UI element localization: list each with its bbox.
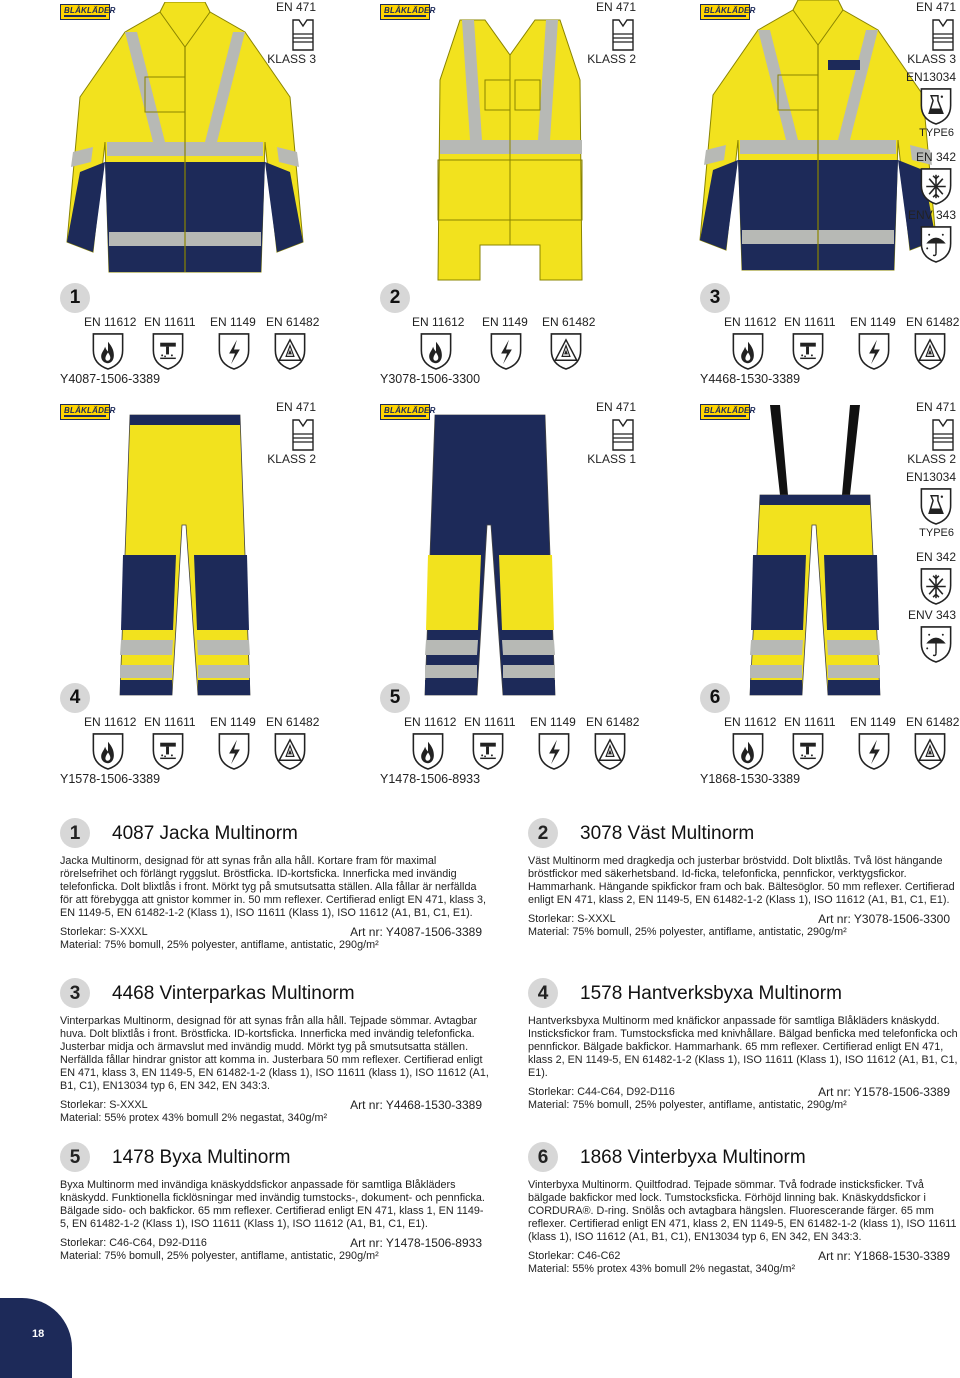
sizes-label: Storlekar: S-XXXL: [60, 1099, 148, 1111]
flame-shield-icon: [410, 731, 446, 771]
brand-logo: BLÅKLÄDER: [700, 404, 750, 420]
product-card: [640, 400, 960, 800]
product-code: Y3078-1506-3300: [380, 372, 481, 386]
standard-label: EN 61482: [906, 715, 960, 729]
product-number-badge: 6: [700, 683, 730, 713]
standard-label: EN 61482: [542, 315, 596, 329]
standard-label: EN 1149: [210, 715, 256, 729]
brand-logo: BLÅKLÄDER: [380, 4, 430, 20]
antistatic-shield-icon: [856, 731, 892, 771]
flame-shield-icon: [418, 331, 454, 371]
en471-label: EN 471: [915, 0, 956, 14]
description-header: [528, 977, 958, 1009]
flame-shield-icon: [730, 331, 766, 371]
standard-label: EN 1149: [850, 715, 896, 729]
description-number-badge: 3: [60, 978, 90, 1008]
material-text: Material: 75% bomull, 25% polyester, antiflame, antistatic, 290g/m²: [60, 939, 379, 951]
standard-label: EN 11612: [724, 715, 777, 729]
sizes-label: Storlekar: C46-C62: [528, 1250, 621, 1262]
brand-logo: BLÅKLÄDER: [60, 404, 110, 420]
product-card: [0, 400, 320, 800]
material-text: Material: 75% bomull, 25% polyester, antiflame, antistatic, 290g/m²: [60, 1250, 379, 1262]
product-code: Y4087-1506-3389: [60, 372, 161, 386]
product-card: [320, 400, 640, 800]
klass-label: KLASS 2: [267, 452, 316, 466]
description-body: Jacka Multinorm, designad för att synas från alla håll. Kortare fram för maximal rörelsefrihet och förlängt ryggslut. Bröstficka. ID-kortsficka. Innerficka med invändig telefonficka. Dolt blixtlås i front. Mörkt tyg på smutsutsatta ställen. Alla fållar är nerfällda för att förebygga att gnistor kommer in. 50 mm reflexer. Certifierad enligt EN 471, klass 3, EN 1149-5, EN 61482-1-2 (Klass 1), ISO 11611 (Klass 1), ISO 11612 (A1, B1, C1, E1).: [60, 855, 487, 919]
standard-label: EN 11612: [84, 315, 137, 329]
flame-shield-icon: [730, 731, 766, 771]
standard-label: EN 1149: [210, 315, 256, 329]
product-description: [528, 817, 958, 939]
description-body: Vinterbyxa Multinorm. Quiltfodrad. Tejpade sömmar. Två fodrade insticksficker. Två bälgade bakfickor med lock. Tumstocksficka. Förhöjd linning bak. Knäskyddsfickor i CORDURA®. D-ring. Snölås och avtagbara hängslen. Fluorescerande färger. 65 mm reflexer. Certifierad enligt EN 471, klass 2, EN 1149-5, EN 61482-1-2 (klass 1), ISO 11611 (klass 1), ISO 11612 (A1, B1, C1), EN13034 typ 6, EN 342, EN 343:3.: [528, 1179, 957, 1243]
product-card: [640, 0, 960, 400]
description-title: 4468 Vinterparkas Multinorm: [112, 982, 355, 1004]
standard-label: EN 61482: [906, 315, 960, 329]
standard-label: EN 11611: [144, 715, 196, 729]
hi-vis-vest-icon: [290, 418, 316, 452]
sizes-row: [528, 1250, 958, 1263]
product-code: Y1478-1506-8933: [380, 772, 481, 786]
sizes-label: Storlekar: S-XXXL: [60, 926, 148, 938]
flame-shield-icon: [90, 731, 126, 771]
standard-label: EN 11611: [464, 715, 516, 729]
antistatic-shield-icon: [856, 331, 892, 371]
hi-vis-vest-icon: [610, 18, 636, 52]
material-text: Material: 75% bomull, 25% polyester, antiflame, antistatic, 290g/m²: [528, 926, 847, 938]
standard-label: EN 1149: [530, 715, 576, 729]
description-header: [528, 817, 958, 849]
garment-image: [415, 405, 565, 710]
article-number: Art nr: Y3078-1506-3300: [818, 912, 950, 926]
welding-shield-icon: [150, 331, 186, 371]
cold-shield-icon: [918, 166, 954, 206]
sizes-row: [60, 1099, 490, 1112]
page-number-tab: [0, 1298, 72, 1378]
arc-shield-icon: [592, 731, 628, 771]
article-number: Art nr: Y1478-1506-8933: [350, 1236, 482, 1250]
description-number-badge: 6: [528, 1142, 558, 1172]
description-title: 1578 Hantverksbyxa Multinorm: [580, 982, 842, 1004]
brand-logo: BLÅKLÄDER: [60, 4, 110, 20]
standard-label: EN 11612: [724, 315, 777, 329]
en13034-label: EN13034: [905, 470, 956, 484]
product-number-badge: 5: [380, 683, 410, 713]
sizes-row: [60, 926, 490, 939]
garment-image: [740, 405, 890, 710]
description-title: 4087 Jacka Multinorm: [112, 822, 298, 844]
standard-label: EN 11612: [84, 715, 137, 729]
product-description: [60, 817, 490, 952]
klass-label: KLASS 3: [267, 52, 316, 66]
rain-shield-icon: [918, 624, 954, 664]
type6-label: TYPE6: [919, 527, 954, 539]
standard-label: EN 61482: [266, 715, 320, 729]
article-number: Art nr: Y4468-1530-3389: [350, 1098, 482, 1112]
arc-shield-icon: [272, 731, 308, 771]
product-description: [528, 977, 958, 1112]
sizes-row: [528, 913, 958, 926]
flame-shield-icon: [90, 331, 126, 371]
garment-image: [430, 10, 590, 295]
klass-label: KLASS 2: [907, 452, 956, 466]
article-number: Art nr: Y1868-1530-3389: [818, 1249, 950, 1263]
article-number: Art nr: Y1578-1506-3389: [818, 1085, 950, 1099]
description-header: [528, 1141, 958, 1173]
description-body: Vinterparkas Multinorm, designad för att synas från alla håll. Tejpade sömmar. Avtagbar huva. Dolt blixtlås i front. Bröstficka. ID-kortsficka. Innerficka med invändig telefonficka. Justerbar midja och ärmavslut med invändig mudd. Mörkt tyg på smutsutsatta ställen. Nerfällda fållar hindrar gnistor att komma in. Justerbara 50 mm reflexer. Certifierad enligt EN 471, klass 3, EN 1149-5, EN 61482-1-2 (klass 1), ISO 11611 (klass 1), ISO 11612 (A1, B1, C1), EN13034 typ 6, EN 342, EN 343:3.: [60, 1015, 489, 1092]
product-number-badge: 3: [700, 283, 730, 313]
chemical-shield-icon: [918, 486, 954, 526]
description-header: [60, 1141, 490, 1173]
description-body: Byxa Multinorm med invändiga knäskyddsfickor anpassade för samtliga Blåkläders knäskydd. Funktionella ficklösningar med invändig tumstocks-, dokument- och pennficka. Bälgade sido- och bakfickor. 65 mm reflexer. Certifierad enligt EN 471, klass 1, EN 1149-5, EN 61482-1-2 (Klass 1), ISO 11611 (Klass 1), ISO 11612 (A1, B1, C1, E1).: [60, 1179, 485, 1230]
description-title: 3078 Väst Multinorm: [580, 822, 755, 844]
klass-label: KLASS 2: [587, 52, 636, 66]
welding-shield-icon: [790, 331, 826, 371]
description-title: 1868 Vinterbyxa Multinorm: [580, 1146, 806, 1168]
standard-label: EN 61482: [586, 715, 640, 729]
material-text: Material: 55% protex 43% bomull 2% negastat, 340g/m²: [528, 1263, 796, 1275]
hi-vis-vest-icon: [930, 418, 956, 452]
garment-image: [65, 2, 305, 307]
chemical-shield-icon: [918, 86, 954, 126]
description-number-badge: 2: [528, 818, 558, 848]
description-number-badge: 1: [60, 818, 90, 848]
welding-shield-icon: [790, 731, 826, 771]
en471-label: EN 471: [915, 400, 956, 414]
hi-vis-vest-icon: [290, 18, 316, 52]
sizes-label: Storlekar: C46-C64, D92-D116: [60, 1237, 207, 1249]
sizes-row: [60, 1237, 490, 1250]
product-code: Y4468-1530-3389: [700, 372, 801, 386]
product-description: [528, 1141, 958, 1276]
welding-shield-icon: [150, 731, 186, 771]
material-text: Material: 55% protex 43% bomull 2% negastat, 340g/m²: [60, 1112, 328, 1124]
material-text: Material: 75% bomull, 25% polyester, antiflame, antistatic, 290g/m²: [528, 1099, 847, 1111]
page-number: 18: [32, 1328, 45, 1340]
product-code: Y1868-1530-3389: [700, 772, 801, 786]
type6-label: TYPE6: [919, 127, 954, 139]
arc-shield-icon: [548, 331, 584, 371]
description-header: [60, 817, 490, 849]
description-number-badge: 5: [60, 1142, 90, 1172]
product-number-badge: 4: [60, 683, 90, 713]
sizes-label: Storlekar: S-XXXL: [528, 913, 616, 925]
product-number-badge: 2: [380, 283, 410, 313]
env343-label: ENV 343: [907, 608, 956, 622]
garment-image: [110, 405, 260, 710]
en342-label: EN 342: [915, 550, 956, 564]
standard-label: EN 1149: [482, 315, 528, 329]
antistatic-shield-icon: [536, 731, 572, 771]
arc-shield-icon: [912, 331, 948, 371]
hi-vis-vest-icon: [610, 418, 636, 452]
sizes-row: [528, 1086, 958, 1099]
standard-label: EN 11612: [412, 315, 465, 329]
en471-label: EN 471: [595, 0, 636, 14]
klass-label: KLASS 3: [907, 52, 956, 66]
env343-label: ENV 343: [907, 208, 956, 222]
hi-vis-vest-icon: [930, 18, 956, 52]
garment-image: [698, 0, 938, 305]
brand-logo: BLÅKLÄDER: [380, 404, 430, 420]
cold-shield-icon: [918, 566, 954, 606]
standard-label: EN 61482: [266, 315, 320, 329]
description-number-badge: 4: [528, 978, 558, 1008]
description-title: 1478 Byxa Multinorm: [112, 1146, 291, 1168]
product-description: [60, 977, 490, 1125]
description-header: [60, 977, 490, 1009]
rain-shield-icon: [918, 224, 954, 264]
arc-shield-icon: [912, 731, 948, 771]
en13034-label: EN13034: [905, 70, 956, 84]
welding-shield-icon: [470, 731, 506, 771]
standard-label: EN 11612: [404, 715, 457, 729]
description-body: Hantverksbyxa Multinorm med knäfickor anpassade för samtliga Blåkläders knäskydd. Insticksfickor fram. Tumstocksficka med knivhållare. Bälgad benficka med telefonficka och pennfickor. Bälgade bakfickor. Hammarhank. 65 mm reflexer. Certifierad enligt EN 471, klass 2, EN 1149-5, EN 61482-1-2 (Klass 1), ISO 11611 (Klass 1), ISO 11612 (A1, B1, C1, E1).: [528, 1015, 958, 1079]
product-card: [320, 0, 640, 400]
standard-label: EN 11611: [784, 315, 836, 329]
antistatic-shield-icon: [216, 731, 252, 771]
standard-label: EN 11611: [784, 715, 836, 729]
arc-shield-icon: [272, 331, 308, 371]
antistatic-shield-icon: [216, 331, 252, 371]
product-card: [0, 0, 320, 400]
standard-label: EN 11611: [144, 315, 196, 329]
en471-label: EN 471: [275, 0, 316, 14]
product-number-badge: 1: [60, 283, 90, 313]
product-description: [60, 1141, 490, 1263]
product-code: Y1578-1506-3389: [60, 772, 161, 786]
article-number: Art nr: Y4087-1506-3389: [350, 925, 482, 939]
standard-label: EN 1149: [850, 315, 896, 329]
antistatic-shield-icon: [488, 331, 524, 371]
en471-label: EN 471: [595, 400, 636, 414]
sizes-label: Storlekar: C44-C64, D92-D116: [528, 1086, 675, 1098]
description-body: Väst Multinorm med dragkedja och justerbar bröstvidd. Dolt blixtlås. Två löst hängande bröstfickor med säkerhetsband. Id-ficka, telefonficka, pennfickor, verktygsfickor. Hammarhank. Hängande spikfickor fram och bak. Bältesöglor. 50 mm reflexer. Certifierad enligt EN 471, klass 2, EN 1149-5, EN 61482-1-2 (Klass 1), ISO 11612 (A1, B1, C1, E1).: [528, 855, 955, 906]
brand-logo: BLÅKLÄDER: [700, 4, 750, 20]
klass-label: KLASS 1: [587, 452, 636, 466]
en342-label: EN 342: [915, 150, 956, 164]
en471-label: EN 471: [275, 400, 316, 414]
